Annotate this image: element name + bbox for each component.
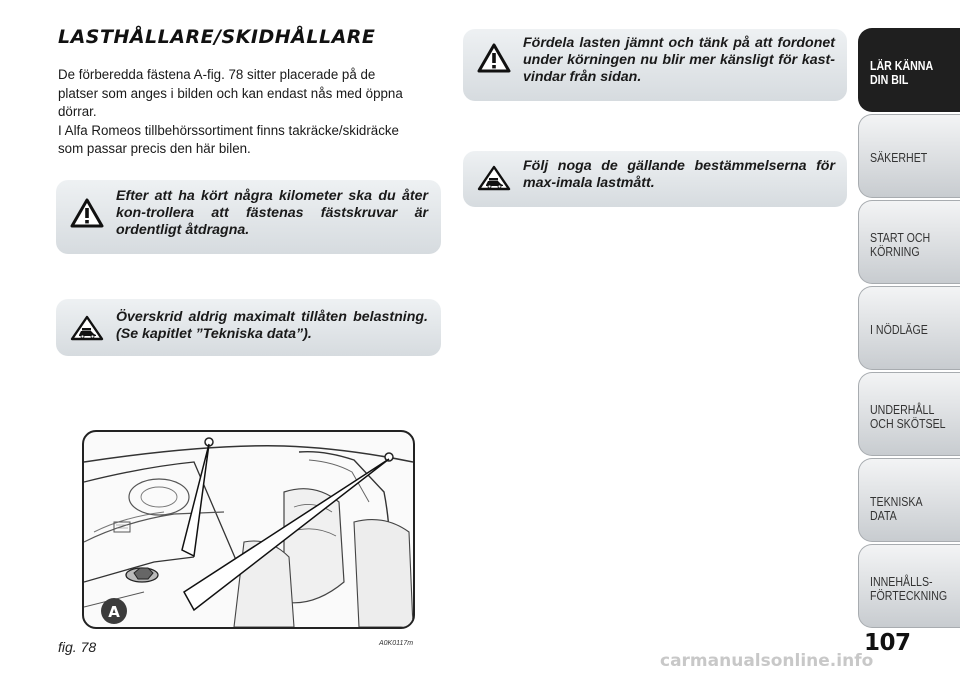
warning-note-bolts xyxy=(56,180,441,254)
warning-triangle-icon xyxy=(70,198,104,228)
tab-lar-kanna-din-bil[interactable]: LÄR KÄNNA DIN BIL xyxy=(858,28,960,112)
tab-i-nodlage[interactable]: I NÖDLÄGE xyxy=(858,286,960,370)
warning-note-load-distribution xyxy=(463,29,847,101)
note-text: Följ noga de gällande bestämmelserna för max-imala lastmått. xyxy=(523,158,835,191)
figure-caption: fig. 78 xyxy=(58,639,97,655)
intro-paragraph-1: De förberedda fästena A-fig. 78 sitter placerade på de platser som anges i bilden och kan endast nås med öppna dörrar. xyxy=(58,67,403,120)
page-title: LASTHÅLLARE/SKIDHÅLLARE xyxy=(58,26,376,48)
watermark: carmanualsonline.info xyxy=(660,651,874,671)
callout-a-label: A xyxy=(108,603,120,621)
figure-78-illustration xyxy=(82,430,415,629)
tab-underhall-och-skotsel[interactable]: UNDERHÅLL OCH SKÖTSEL xyxy=(858,372,960,456)
intro-paragraph-2: I Alfa Romeos tillbehörssortiment finns takräcke/skidräcke som passar precis den här bilen. xyxy=(58,122,399,157)
load-note-dimensions xyxy=(463,151,847,207)
tab-start-och-korning[interactable]: START OCH KÖRNING xyxy=(858,200,960,284)
car-load-icon xyxy=(70,315,104,341)
note-text: Fördela lasten jämnt och tänk på att fordonet under körningen nu blir mer känsligt för kast-vindar från sidan. xyxy=(523,35,835,85)
tab-innehallsforteckning[interactable]: INNEHÅLLS- FÖRTECKNING xyxy=(858,544,960,628)
page-number: 107 xyxy=(864,630,911,656)
note-text: Efter att ha kört några kilometer ska du åter kon-trollera att fästenas fästskruvar är ordentligt åtdragna. xyxy=(116,188,428,238)
intro-text xyxy=(58,66,419,159)
figure-code: A0K0117m xyxy=(379,640,414,647)
warning-triangle-icon xyxy=(477,43,511,73)
roof-rack-mount-drawing xyxy=(84,432,413,627)
tab-sakerhet[interactable]: SÄKERHET xyxy=(858,114,960,198)
load-note-max-weight xyxy=(56,299,441,356)
tab-tekniska-data[interactable]: TEKNISKA DATA xyxy=(858,458,960,542)
car-load-icon xyxy=(477,165,511,191)
chapter-tabs xyxy=(858,28,960,618)
note-text: Överskrid aldrig maximalt tillåten belastning. (Se kapitlet ”Tekniska data”). xyxy=(116,309,428,342)
